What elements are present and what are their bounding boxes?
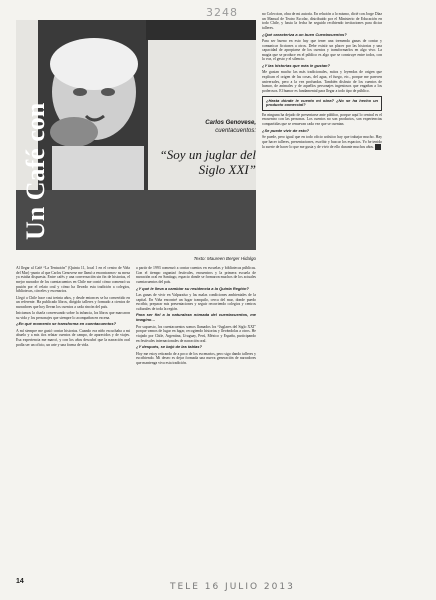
interview-question: ¿Qué caracteriza a un buen Cuentacuentos? xyxy=(262,31,347,37)
portrait-illustration xyxy=(16,20,256,250)
interview-question: Para ser fiel a la naturaleza nómada del cuentacuentos, me imagino… xyxy=(136,312,256,323)
paragraph-text: Se puede, pero igual que en todo oficio artístico hay que trabajar mucho. Hay que hacer talleres, presentaciones, escribir y buscar los espacios. Yo he tenido la suerte de hacer lo que me gusta y de vivir de ello durante muchos años. xyxy=(262,135,382,150)
paragraph: Me gustan mucho las más tradicionales, mitos y leyendas de origen que explican el origen de las cosas, del agua, el fuego, etc., porque me parecen universales, pero a la vez profundas. También disfruto de los cuentos de humor, de animales y de aquellos personajes ingeniosos que engañan a los poderosos. El humor es fundamental para llegar a todo tipo de público. xyxy=(262,70,382,93)
photo-caption xyxy=(150,120,256,135)
paragraph: Para ser bueno en esto hay que tener una tremenda ganas de contar y comunicar ficciones a otros. Debe existir un placer por las historias y una capacidad de apropiarse de los cuentos y transformarlos en algo vivo. La magia que se produce en el público es algo que se construye entre todos, con la voz, el gesto y el silencio. xyxy=(262,38,382,62)
caption-name: Carlos Genovese, xyxy=(205,120,256,126)
interview-question: ¿Y las historias que más le gustan? xyxy=(262,63,330,68)
interview-question: ¿Y qué le lleva a cambiar su residencia a la Quinta Región? xyxy=(136,285,249,291)
byline: Texto: Maureen Berger Hidalgo xyxy=(193,256,256,261)
paragraph: A mí siempre me gustó contar historias. Cuando era niño escuchaba a mi abuelo y a mis tíos relatar cuentos de campo, de aparecidos y de viajes. Esa experiencia me marcó, y con los años descubrí que la narración oral podía ser un oficio, un arte y una forma de vida. xyxy=(16,328,130,347)
article-column-3 xyxy=(262,12,382,152)
handwritten-archive-number: 3248 xyxy=(206,6,238,19)
paragraph: Las ganas de vivir en Valparaíso y las malas condiciones ambientales de la capital. En Viña encontré un lugar tranquilo, cerca del mar, donde puedo escribir, preparar mis presentaciones y seguir recorriendo colegios y centros culturales de toda la región. xyxy=(136,292,256,311)
interview-question: ¿En qué momento se transforma en cuentacuentos? xyxy=(16,321,117,327)
paragraph: Al llegar al Café “La Tentación” (Quinta 11, local 1 en el centro de Viña del Mar) -punto al que Carlos Genovese me llamó a encontrarnos- su mesa ya estaba dispuesta. Entre cafés y una conversación sin fin de historias, el mejor narrador de los cuentacuentos en Chile me contó cómo comenzó su pasión por el relato oral y cómo ha llevado esta tradición a colegios, bibliotecas, cárceles y escenarios. xyxy=(16,266,130,294)
paragraph: Iniciamos la charla conversando sobre la infancia, los libros que marcaron su vida y los personajes que siempre lo acompañan en escena. xyxy=(16,311,130,320)
paragraph: a partir de 1993 comenzó a contar cuentos en escuelas y bibliotecas públicas. Con el tiempo organizó festivales, encuentros y la primera escuela de narración oral en Santiago, espacio donde se formaron muchos de los actuales cuentacuentos del país. xyxy=(136,266,256,284)
caption-role: cuentacuentos: xyxy=(215,127,256,134)
headline: “Soy un juglar del Siglo XXI” xyxy=(159,147,256,177)
paragraph: Hoy me estoy retirando de a poco de los escenarios, pero sigo dando talleres y escribiendo. Mi deseo es dejar formada una nueva generación de narradores que mantenga viva esta tradición. xyxy=(136,351,256,365)
article-column-2 xyxy=(136,266,256,367)
portrait-photo xyxy=(16,20,256,250)
paragraph: no Coleccion, obra de mi autoría. En relación a lo mismo, dicté con Jorge Díaz un Manual de Teatro Escolar, distribuido por el Ministerio de Educación en todo Chile, y hasta la fecha he seguido recibiendo invitaciones para dictar talleres. xyxy=(262,12,382,30)
handwritten-date-note: TELE 16 JULIO 2013 xyxy=(170,582,295,592)
paragraph xyxy=(262,135,382,150)
article-column-1 xyxy=(16,266,130,349)
end-of-article-mark xyxy=(375,144,381,150)
vertical-section-title: Un Café con xyxy=(21,102,50,240)
paragraph: Por supuesto, los cuentacuentos somos llamados los “Juglares del Siglo XXI” porque vamos de lugar en lugar, recogiendo historias y llevándolas a otros. He viajado por Chile, Argentina, Uruguay, Perú, México y España, participando en festivales internacionales de narración oral. xyxy=(136,324,256,343)
page-number: 14 xyxy=(16,578,24,585)
paragraph: Llegó a Chile hace casi treinta años, y desde entonces se ha convertido en un referente. Ha publicado libros, dirigido talleres y formado a cientos de narradores que hoy llevan los cuentos a cada rincón del país. xyxy=(16,295,130,309)
interview-question: ¿Se puede vivir de esto? xyxy=(262,127,310,133)
interview-question: ¿Y después, se bajó de las tablas? xyxy=(136,344,202,350)
paragraph: En ninguna ha dejado de presentarse ante público, porque aquí lo central es el encuentro con las personas. Los cuentos no son productos, son experiencias compartidas que se renuevan cada vez que se cuentan. xyxy=(262,112,382,126)
boxed-question: ¿Hasta dónde le cuento mi obra? ¿No se ha hecho un producto comercial? xyxy=(262,96,382,112)
